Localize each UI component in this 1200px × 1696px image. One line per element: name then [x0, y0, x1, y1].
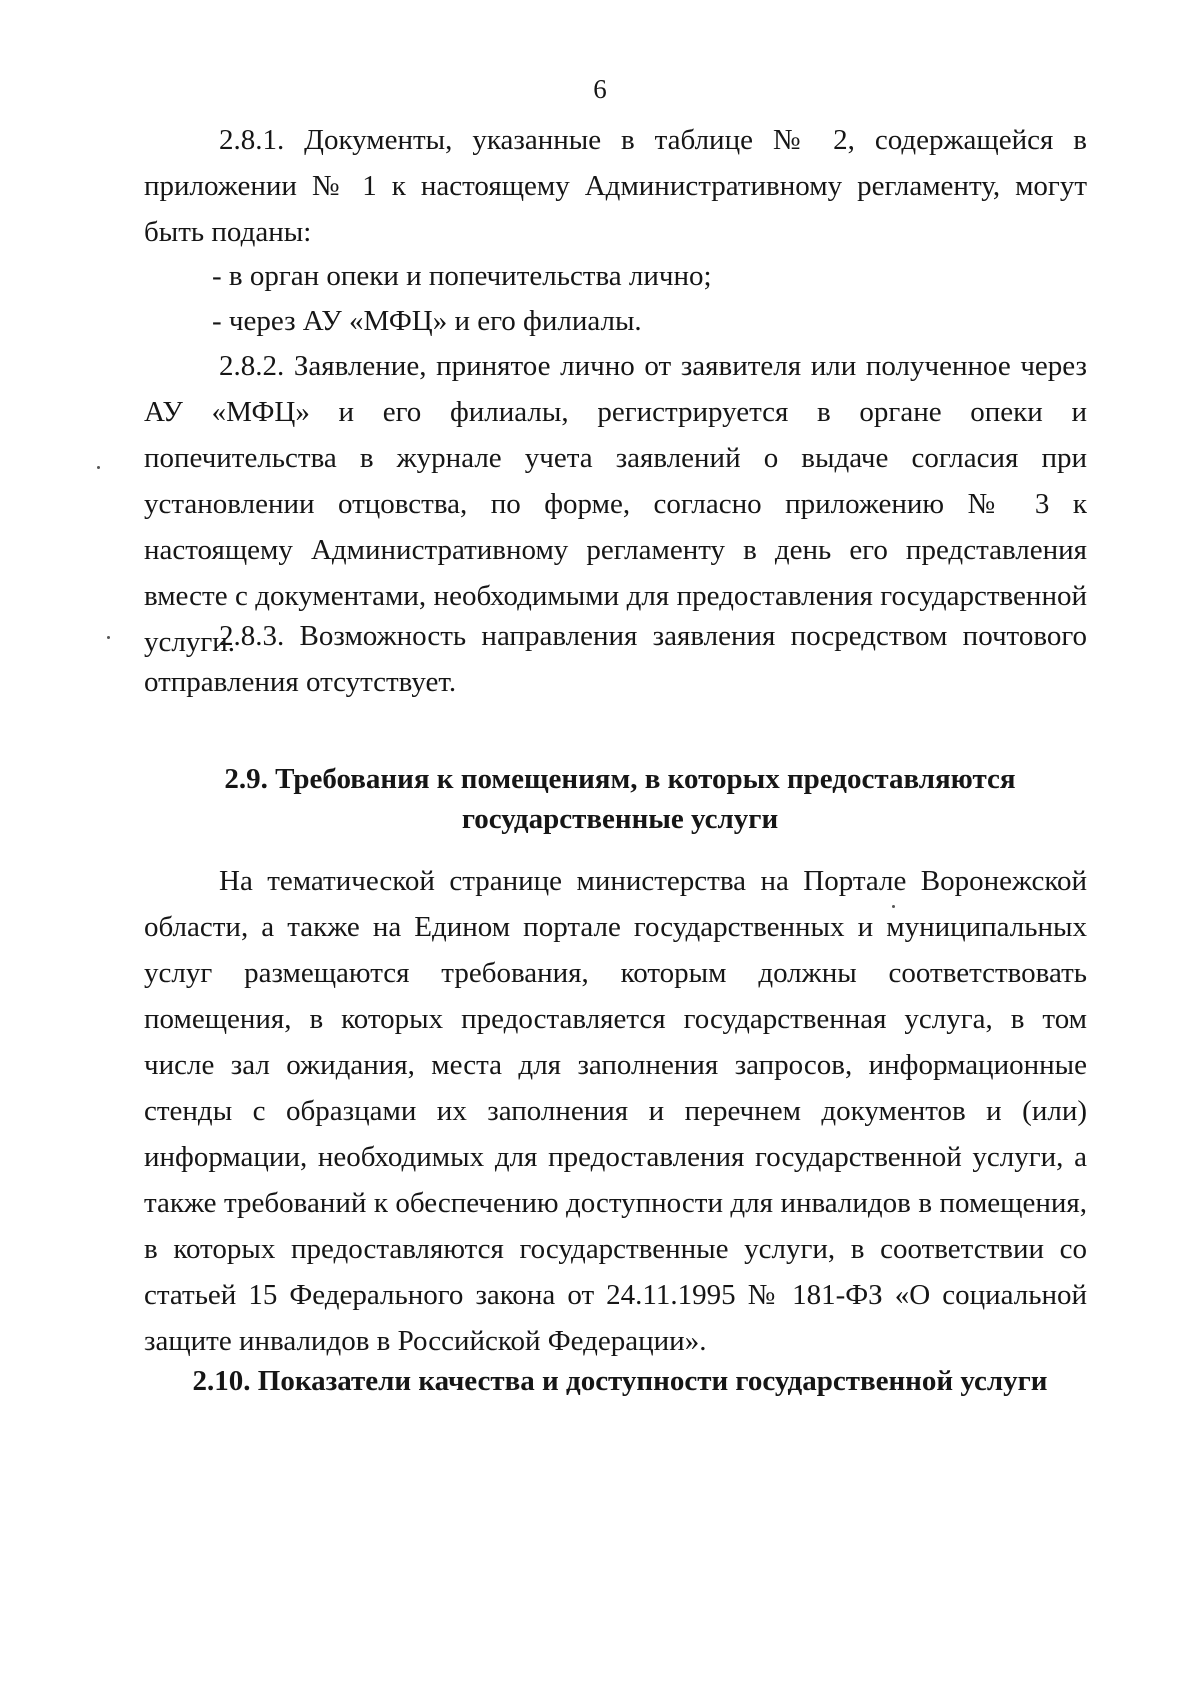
- scan-speck: [892, 905, 895, 908]
- list-item: - через АУ «МФЦ» и его филиалы.: [212, 305, 642, 337]
- section-heading-2-10: 2.10. Показатели качества и доступности государственной услуги: [192, 1365, 1048, 1397]
- paragraph-2-9-body: На тематической странице министерства на Портале Воронежской области, а также на Едином портале государственных и муниципальных услуг размещаются требования, которым должны соответствовать помещения, в которых предоставляется государственная услуга, в том числе зал ожидания, места для заполнения запросов, информационные стенды с образцами их заполнения и перечнем документов и (или) информации, необходимых для предоставления государственной услуги, а также требований к обеспечению доступности для инвалидов в помещения, в которых предоставляются государственные услуги, в соответствии со статьей 15 Федерального закона от 24.11.1995 № 181-ФЗ «О социальной защите инвалидов в Российской Федерации».: [144, 865, 1087, 1357]
- section-heading-line: 2.9. Требования к помещениям, в которых предоставляются: [224, 763, 1016, 795]
- scan-speck: [107, 636, 110, 639]
- list-item: - в орган опеки и попечительства лично;: [212, 260, 712, 292]
- paragraph-2-8-2: 2.8.2. Заявление, принятое лично от заявителя или полученное через АУ «МФЦ» и его филиалы, регистрируется в органе опеки и попечительства в журнале учета заявлений о выдаче согласия при установлении отцовства, по форме, согласно приложению № 3 к настоящему Административному регламенту в день его представления вместе с документами, необходимыми для предоставления государственной услуги.: [144, 350, 1087, 658]
- paragraph-2-8-3: 2.8.3. Возможность направления заявления посредством почтового отправления отсутствует.: [144, 620, 1087, 698]
- section-heading-line: государственные услуги: [461, 803, 779, 835]
- page-number: 6: [593, 74, 607, 104]
- scan-speck: [97, 466, 100, 469]
- section-heading-2-9: [100, 759, 1140, 839]
- paragraph-2-8-1: 2.8.1. Документы, указанные в таблице № 2, содержащейся в приложении № 1 к настоящему Административному регламенту, могут быть поданы:: [144, 124, 1087, 248]
